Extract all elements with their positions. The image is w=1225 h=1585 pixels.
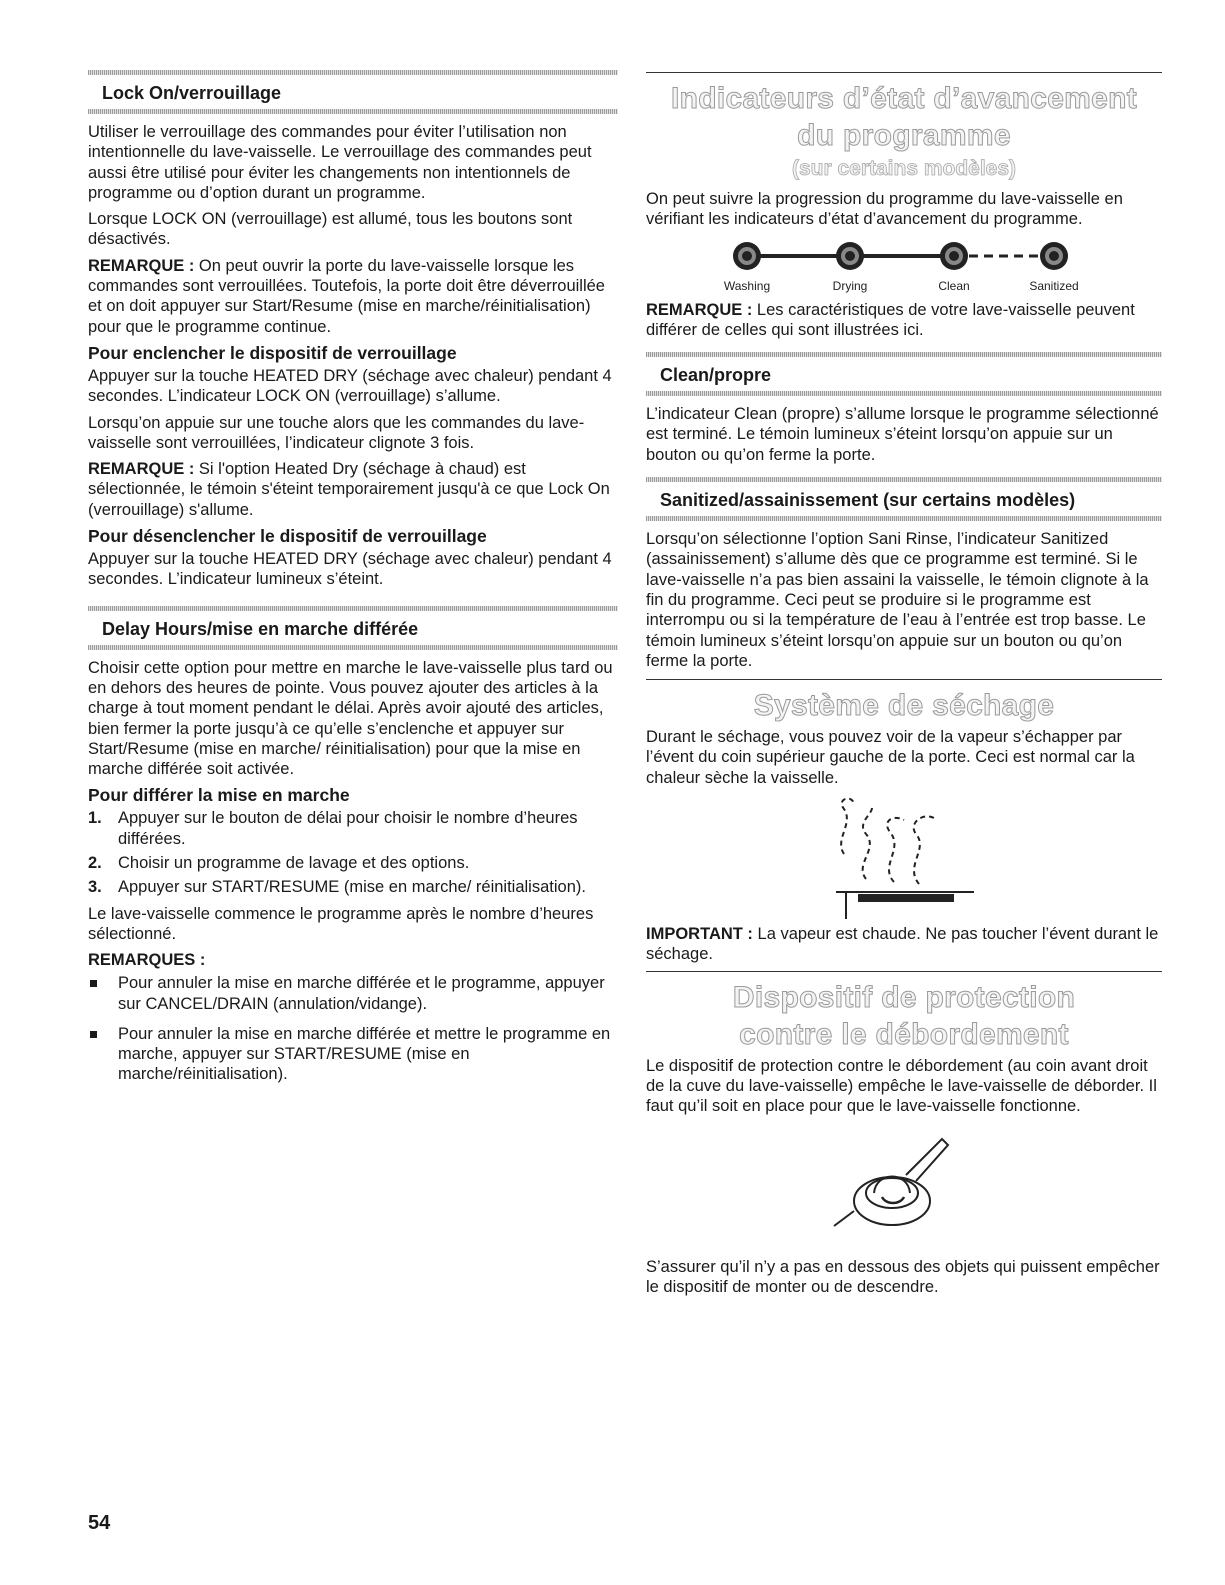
- remarque-text: Pour annuler la mise en marche différée et mettre le programme en marche, appuyer sur START/RESUME (mise en marche/réinitialisation).: [118, 1024, 611, 1084]
- delay-subheading: Pour différer la mise en marche: [88, 785, 350, 806]
- note-text: Si l'option Heated Dry (séchage à chaud) est sélectionnée, le témoin s'éteint temporairement jusqu'à ce que Lock On (verrouillage) s'allume.: [88, 460, 610, 519]
- divider: [646, 516, 1162, 521]
- step-text: Appuyer sur le bouton de délai pour choisir le nombre d’heures différées.: [118, 809, 578, 848]
- delay-paragraph-1: Choisir cette option pour mettre en marche le lave-vaisselle plus tard ou en dehors des heures de pointe. Vous pouvez ajouter des articles à la charge à tout moment pendant le délai. Après avoir ajouté des articles, bien fermer la porte jusqu’à ce qu’elle s’enclenche et appuyer sur Start/Resume (mise en marche/ réinitialisation) pour que la mise en marche différée soit activée.: [88, 658, 613, 779]
- overfill-title-line-1: Dispositif de protection: [732, 980, 1076, 1014]
- divider: [646, 391, 1162, 396]
- section-title-lock: Lock On/verrouillage: [102, 83, 282, 103]
- note-label: REMARQUE :: [646, 300, 753, 319]
- overfill-float-figure: [824, 1131, 984, 1241]
- remarque-item: [88, 1024, 618, 1085]
- step-item: [88, 808, 618, 849]
- overfill-paragraph-2: S’assurer qu’il n’y a pas en dessous des objets qui puissent empêcher le dispositif de monter ou de descendre.: [646, 1257, 1160, 1296]
- lock-note: [88, 256, 618, 337]
- sanitized-paragraph: Lorsqu’on sélectionne l’option Sani Rinse, l’indicateur Sanitized (assainissement) s’allume dès que ce programme est terminé. Si le lave-vaisselle n’a pas bien assaini la vaisselle, le témoin clignote à la fin du programme. Ceci peut se produire si le programme est interrompu ou si la température de l’eau à l’entrée est trop basse. Le témoin lumineux s’éteint lorsqu’on appuie sur un bouton ou qu’on ferme la porte.: [646, 530, 1149, 670]
- remarque-item: [88, 973, 618, 1014]
- note-text: On peut ouvrir la porte du lave-vaisselle lorsque les commandes sont verrouillées. Toutefois, la porte doit être déverrouillée et on doit appuyer sur Start/Resume (mise en marche/réinitialisation) pour que le programme continue.: [88, 256, 605, 336]
- section-header-clean: [646, 352, 1162, 396]
- section-title-sanitized: Sanitized/assainissement (sur certains modèles): [660, 490, 1076, 511]
- delay-paragraph-2: Le lave-vaisselle commence le programme après le nombre d’heures sélectionné.: [88, 904, 594, 943]
- section-header-lock: [88, 70, 618, 114]
- status-note: [646, 300, 1162, 341]
- status-paragraph: On peut suivre la progression du programme du lave-vaisselle en vérifiant les indicateurs d’état d’avancement du programme.: [646, 190, 1123, 229]
- page-number: 54: [88, 1512, 111, 1534]
- divider: [88, 645, 618, 650]
- step-text: Appuyer sur START/RESUME (mise en marche/ réinitialisation).: [118, 878, 586, 897]
- step-number: 1.: [88, 809, 102, 828]
- bullet-square-icon: [90, 980, 97, 987]
- important-text: La vapeur est chaude. Ne pas toucher l’évent durant le séchage.: [646, 925, 1159, 964]
- bullet-square-icon: [90, 1031, 97, 1038]
- step-number: 2.: [88, 854, 102, 873]
- overfill-paragraph-1: Le dispositif de protection contre le débordement (au coin avant droit de la cuve du lave-vaisselle) empêche le lave-vaisselle de déborder. Il faut qu’il soit en place pour que le lave-vaisselle fonctionne.: [646, 1056, 1157, 1116]
- note-label: REMARQUE :: [88, 460, 195, 479]
- delay-steps: [88, 808, 618, 897]
- lock-paragraph-1: Utiliser le verrouillage des commandes pour éviter l’utilisation non intentionnelle du lave-vaisselle. Le verrouillage des commandes peut aussi être utilisé pour éviter les changements non intentionnels de programme ou d’option durant un programme.: [88, 123, 592, 202]
- drying-title: Système de séchage: [753, 689, 1055, 723]
- lock-paragraph-2: Lorsque LOCK ON (verrouillage) est allumé, tous les boutons sont désactivés.: [88, 210, 573, 249]
- overfill-title-line-2: contre le débordement: [739, 1017, 1069, 1051]
- section-rule: [646, 72, 1162, 73]
- note-label: REMARQUE :: [88, 256, 195, 275]
- section-rule: [646, 679, 1162, 680]
- engage-heading: Pour enclencher le dispositif de verrouillage: [88, 342, 457, 363]
- section-rule: [646, 971, 1162, 972]
- status-title-line-1: Indicateurs d’état d’avancement: [670, 82, 1138, 115]
- important-label: IMPORTANT :: [646, 925, 753, 944]
- divider: [88, 109, 618, 114]
- right-column: [646, 70, 1162, 1303]
- status-subtitle: (sur certains modèles): [791, 157, 1017, 180]
- step-item: [88, 853, 618, 873]
- indicator-sanitized-icon: [1040, 242, 1068, 270]
- indicator-clean-icon: [940, 242, 968, 270]
- note-text: Les caractéristiques de votre lave-vaisselle peuvent différer de celles qui sont illustrées ici.: [646, 300, 1135, 339]
- section-title-clean: Clean/propre: [660, 365, 772, 386]
- remarques-list: [88, 973, 618, 1084]
- remarques-heading: REMARQUES :: [88, 951, 206, 970]
- clean-paragraph: L’indicateur Clean (propre) s’allume lorsque le programme sélectionné est terminé. Le témoin lumineux s’éteint lorsqu’on appuie sur un bouton ou qu’on ferme la porte.: [646, 405, 1159, 464]
- section-header-sanitized: [646, 477, 1162, 521]
- drying-paragraph: Durant le séchage, vous pouvez voir de la vapeur s’échapper par l’évent du coin supérieur gauche de la porte. Ceci est normal car la chaleur sèche la vaisselle.: [646, 728, 1135, 787]
- indicator-drying-icon: [836, 242, 864, 270]
- indicator-washing-icon: [733, 242, 761, 270]
- disengage-heading: Pour désenclencher le dispositif de verrouillage: [88, 526, 487, 547]
- section-title-delay: Delay Hours/mise en marche différée: [102, 618, 419, 639]
- step-item: [88, 877, 618, 897]
- disengage-paragraph: Appuyer sur la touche HEATED DRY (séchage avec chaleur) pendant 4 secondes. L’indicateur lumineux s’éteint.: [88, 550, 612, 589]
- status-title-line-2: du programme: [797, 119, 1011, 152]
- important-note: [646, 924, 1162, 965]
- engage-note: [88, 459, 618, 520]
- section-header-delay: [88, 606, 618, 650]
- remarque-text: Pour annuler la mise en marche différée et le programme, appuyer sur CANCEL/DRAIN (annulation/vidange).: [118, 974, 605, 1013]
- indicator-label-clean: Clean: [938, 278, 970, 293]
- indicator-label-washing: Washing: [724, 278, 771, 293]
- step-text: Choisir un programme de lavage et des options.: [118, 854, 470, 873]
- engage-paragraph-1: Appuyer sur la touche HEATED DRY (séchage avec chaleur) pendant 4 secondes. L’indicateur LOCK ON (verrouillage) s’allume.: [88, 366, 612, 406]
- engage-paragraph-2: Lorsqu’on appuie sur une touche alors que les commandes du lave-vaisselle sont verrouillées, l’indicateur clignote 3 fois.: [88, 413, 585, 452]
- left-column: [88, 70, 618, 1095]
- step-number: 3.: [88, 878, 102, 897]
- indicator-label-sanitized: Sanitized: [1029, 278, 1079, 293]
- vent-steam-figure: [824, 794, 984, 924]
- status-indicators-figure: [724, 236, 1084, 296]
- indicator-label-drying: Drying: [832, 278, 868, 293]
